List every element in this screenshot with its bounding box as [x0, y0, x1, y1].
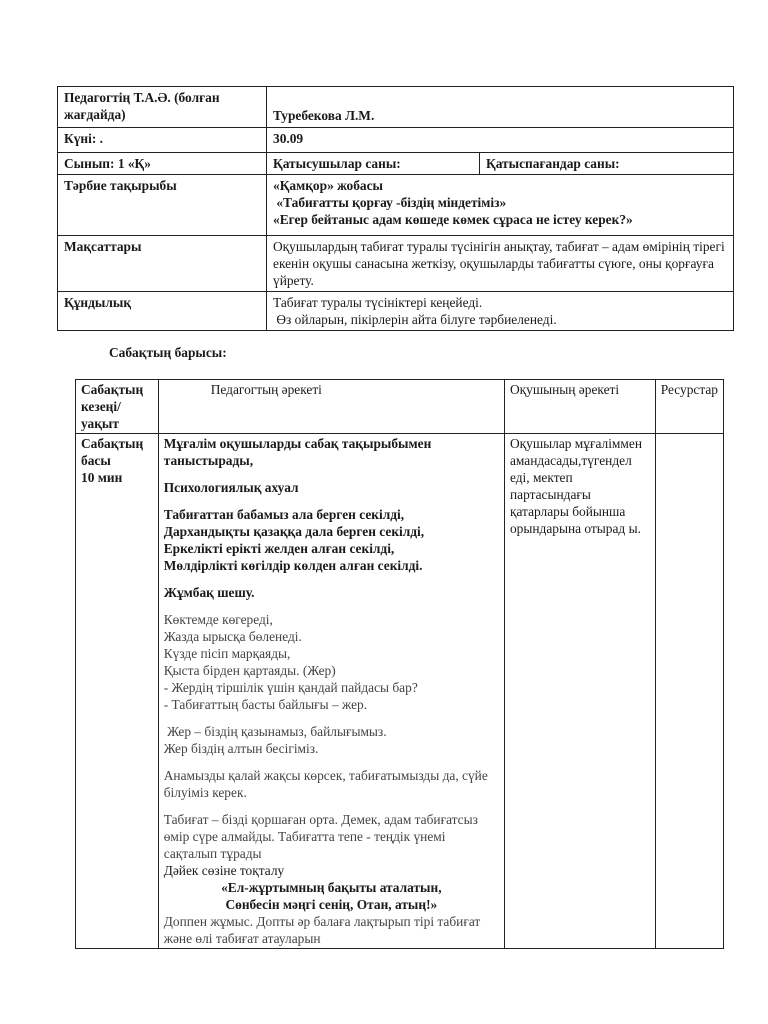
poem-line: Мөлдірлікті көгілдір көлден алған секілді.: [163, 558, 423, 573]
teacher-name-value: Туребекова Л.М.: [267, 87, 734, 128]
poem-line: Табиғаттан бабамыз ала берген секілді,: [163, 507, 405, 522]
riddle-text: [164, 611, 499, 713]
riddle-line: - Жердің тіршілік үшін қандай пайдасы бар?: [163, 680, 418, 695]
resources-cell: [655, 434, 723, 949]
col-header-resources: Ресурстар: [655, 380, 723, 434]
topic-line: «Егер бейтаныс адам көшеде көмек сұраса не істеу керек?»: [273, 212, 633, 227]
topic-label: Тәрбие тақырыбы: [58, 175, 267, 236]
col-header-stage: Сабақтың кезеңі/ уақыт: [76, 380, 159, 434]
quote-line: Сөнбесін мәңгі сенің, Отан, атың!»: [225, 897, 438, 912]
psych-poem: [164, 506, 499, 574]
col-header-student: Оқушының әрекеті: [504, 380, 655, 434]
class-label: Сынып: 1 «Қ»: [58, 153, 267, 175]
topic-value: [267, 175, 734, 236]
riddle-line: - Табиғаттың басты байлығы – жер.: [163, 697, 368, 712]
quote-label: Дәйек сөзіне тоқталу: [163, 863, 285, 878]
mother-text: Анамызды қалай жақсы көрсек, табиғатымызды да, сүйе білуіміз керек.: [163, 768, 488, 800]
teacher-name-label: Педагогтің Т.А.Ә. (болған жағдайда): [58, 87, 267, 128]
topic-line: «Қамқор» жобасы: [273, 178, 383, 193]
earth-line: Жер біздің алтын бесігіміз.: [163, 741, 319, 756]
earth-text: [164, 723, 499, 757]
riddle-title: Жұмбақ шешу.: [163, 585, 255, 600]
stage-cell: [76, 434, 159, 949]
lesson-plan-table: [75, 379, 724, 949]
values-line: Табиғат туралы түсініктері кеңейеді.: [273, 295, 483, 310]
values-line: Өз ойларын, пікірлерін айта білуге тәрбиеленеді.: [273, 312, 557, 327]
riddle-line: Жазда ырысқа бөленеді.: [163, 629, 302, 644]
date-label: Күні: .: [58, 128, 267, 153]
quote: [164, 879, 499, 913]
absent-count-label: Қатыспағандар саны:: [480, 153, 734, 175]
poem-line: Еркелікті еріктi желден алған секілді,: [163, 541, 395, 556]
values-value: [267, 292, 734, 331]
topic-line: «Табиғатты қорғау -біздің міндетіміз»: [273, 195, 507, 210]
quote-line: «Ел-жұртымның бақыты аталатын,: [221, 880, 442, 895]
teacher-activity-cell: [158, 434, 504, 949]
stage-time: 10 мин: [81, 470, 123, 485]
goals-label: Мақсаттары: [58, 236, 267, 292]
poem-line: Дархандықты қазаққа дала берген секілді,: [163, 524, 425, 539]
lesson-info-table: [57, 86, 734, 331]
col-header-teacher: Педагогтың әрекеті: [158, 380, 504, 434]
values-label: Құндылық: [58, 292, 267, 331]
psych-title: Психологиялық ахуал: [163, 480, 299, 495]
ball-activity-text: Доппен жұмыс. Допты әр балаға лақтырып тірі табиғат және өлі табиғат атауларын: [163, 914, 481, 946]
stage-name: Сабақтың басы: [81, 436, 144, 468]
teacher-intro: Мұғалім оқушыларды сабақ тақырыбымен таныстырады,: [163, 436, 432, 468]
goals-value: Оқушылардың табиғат туралы түсінігін анықтау, табиғат – адам өмірінің тірегі екенін оқушы санасына жеткізу, оқушыларды табиғатты сүюге, оны қорғауға үйрету.: [267, 236, 734, 292]
riddle-line: Күзде пісіп марқаяды,: [163, 646, 291, 661]
earth-line: Жер – біздің қазынамыз, байлығымыз.: [163, 724, 387, 739]
present-count-label: Қатысушылар саны:: [267, 153, 480, 175]
riddle-line: Көктемде көгереді,: [163, 612, 273, 627]
nature-text: Табиғат – бізді қоршаған орта. Демек, адам табиғатсыз өмір сүре алмайды. Табиғатта тепе - теңдік үнемі сақталып тұрады: [163, 812, 478, 861]
student-activity-cell: Оқушылар мұғаліммен амандасады,түгендел еді, мектеп партасындағы қатарлары бойынша орындарына отырад ы.: [504, 434, 655, 949]
date-value: 30.09: [267, 128, 734, 153]
lesson-progress-heading: Сабақтың барысы:: [109, 345, 227, 360]
riddle-line: Қыста бірден қартаяды. (Жер): [163, 663, 336, 678]
